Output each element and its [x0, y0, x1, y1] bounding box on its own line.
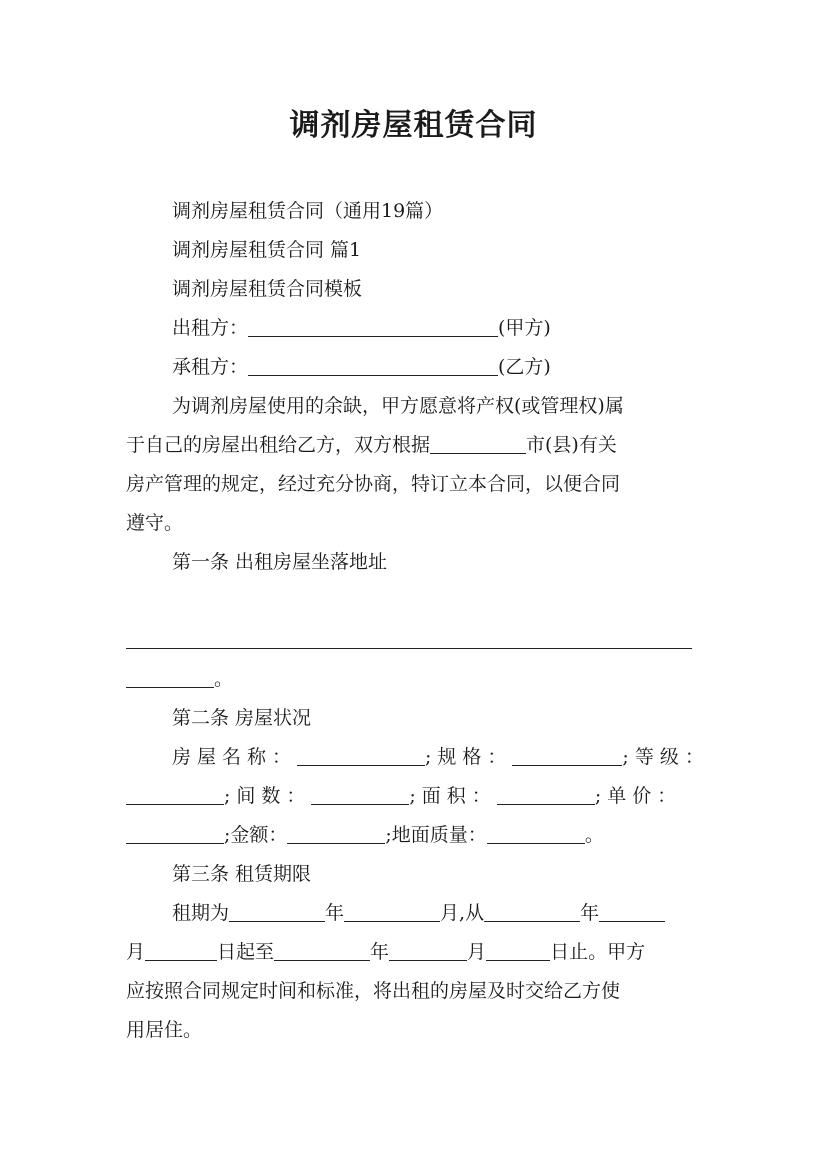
spec-blank[interactable]: [512, 746, 622, 766]
area-blank[interactable]: [497, 785, 595, 805]
address-line: [126, 628, 692, 652]
template-heading: 调剂房屋租赁合同模板: [172, 278, 363, 300]
term-months-blank[interactable]: [344, 902, 440, 922]
lessor-blank[interactable]: [248, 317, 498, 337]
house-info-line: [172, 745, 710, 769]
rooms-blank[interactable]: [311, 785, 409, 805]
house-info-line: ;金额： ;地面质量： 。: [126, 823, 604, 847]
rooms-label: ;间数：: [224, 785, 312, 807]
lease-term-line: 月 日起至 年 月 日止。甲方: [126, 941, 646, 963]
amount-blank[interactable]: [287, 824, 385, 844]
end-month-blank[interactable]: [389, 941, 467, 961]
lessee-party: (乙方): [498, 356, 551, 378]
floor-quality-label: ;地面质量：: [385, 824, 487, 846]
lessor-party: (甲方): [498, 317, 551, 339]
floor-quality-blank[interactable]: [487, 824, 585, 844]
paragraph-line: 用居住。: [126, 1019, 203, 1041]
address-blank[interactable]: [126, 629, 692, 649]
document-title: 调剂房屋租赁合同: [289, 108, 538, 143]
paragraph-line: 应按照合同规定时间和标准，将出租的房屋及时交给乙方使: [126, 980, 621, 1002]
house-info-line: [126, 784, 682, 808]
paragraph-line: 遵守。: [126, 512, 184, 534]
lessee-label: 承租方：: [172, 356, 249, 378]
unit-price-label: ;单价：: [594, 785, 683, 807]
article-1-heading: 第一条 出租房屋坐落地址: [172, 551, 388, 573]
paragraph-line: 为调剂房屋使用的余缺，甲方愿意将产权(或管理权)属: [172, 395, 624, 417]
end-year-blank[interactable]: [274, 941, 370, 961]
address-line-end: 。: [126, 667, 233, 691]
paragraph-line: 房产管理的规定，经过充分协商，特订立本合同，以便合同: [126, 473, 621, 495]
spec-label: ;规格：: [425, 746, 513, 768]
term-years-blank[interactable]: [229, 902, 325, 922]
grade-label: ;等级：: [622, 746, 710, 768]
start-year-blank[interactable]: [484, 902, 580, 922]
lessee-blank[interactable]: [248, 356, 498, 376]
start-day-blank[interactable]: [145, 941, 217, 961]
unit-price-blank[interactable]: [126, 824, 224, 844]
grade-blank[interactable]: [126, 785, 224, 805]
article-3-heading: 第三条 租赁期限: [172, 863, 312, 885]
amount-label: ;金额：: [224, 824, 288, 846]
city-blank[interactable]: [430, 434, 526, 454]
lessee-line: [172, 355, 551, 379]
area-label: ;面积：: [409, 785, 497, 807]
section-heading: 调剂房屋租赁合同 篇1: [172, 239, 362, 261]
house-name-label: 房屋名称：: [172, 746, 298, 768]
end-day-blank[interactable]: [486, 941, 550, 961]
lessor-label: 出租方：: [172, 317, 249, 339]
address-blank-2[interactable]: [126, 668, 214, 688]
house-name-blank[interactable]: [297, 746, 425, 766]
start-month-blank[interactable]: [599, 902, 665, 922]
lessor-line: [172, 316, 551, 340]
subtitle-line: 调剂房屋租赁合同（通用19篇）: [172, 200, 444, 222]
lease-term-line: 租期为 年 月,从 年: [172, 901, 665, 925]
article-2-heading: 第二条 房屋状况: [172, 707, 312, 729]
paragraph-line: 于自己的房屋出租给乙方，双方根据 市(县)有关: [126, 434, 617, 456]
